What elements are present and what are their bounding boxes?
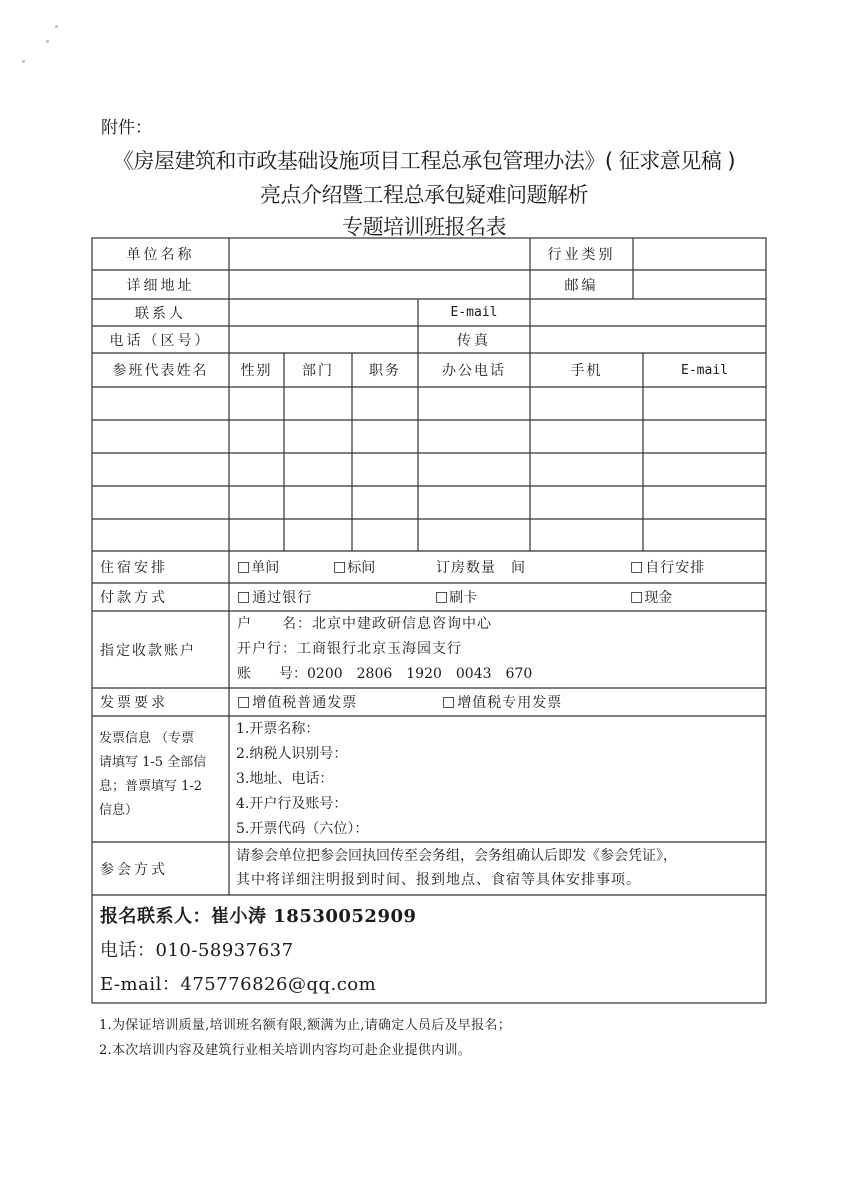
scan-speck — [55, 25, 58, 28]
attend-line-1: 请参会单位把参会回执回传至会务组，会务组确认后即发《参会凭证》， — [236, 848, 677, 864]
contact-phone: 电话：010-58937637 — [100, 940, 294, 961]
attendee-cell[interactable] — [531, 421, 642, 452]
invoice-info-label-line: 息；普票填写 1-2 — [99, 779, 203, 794]
invoice-req-label: 发票要求 — [100, 695, 168, 711]
col-header-position: 职务 — [369, 363, 401, 379]
attendee-cell[interactable] — [285, 487, 351, 518]
title-line-1: 《房屋建筑和市政基础设施项目工程总承包管理办法》( 征求意见稿 ) — [112, 149, 736, 173]
invoice-info-items — [236, 717, 368, 842]
account-holder: 户 名：北京中建政研信息咨询中心 — [237, 616, 492, 632]
invoice-info-label-line: 请填写 1-5 全部信 — [99, 755, 207, 770]
attend-method-label: 参会方式 — [100, 861, 168, 878]
contact-email-label: E-mail — [450, 305, 498, 320]
industry-field[interactable] — [634, 239, 765, 269]
attendee-cell[interactable] — [353, 454, 417, 485]
payment-card-checkbox[interactable]: □ 刷卡 — [435, 583, 477, 611]
lodging-standard-checkbox[interactable]: □ 标间 — [333, 551, 375, 583]
attendee-cell[interactable] — [353, 388, 417, 419]
lodging-room-count[interactable]: 订房数量 间 — [436, 560, 526, 576]
title-line-3: 专题培训班报名表 — [342, 215, 506, 239]
industry-label: 行业类别 — [547, 247, 616, 263]
invoice-general-checkbox[interactable]: □ 增值税普通发票 — [237, 688, 357, 716]
attendee-cell[interactable] — [285, 454, 351, 485]
account-number: 账 号：0200 2806 1920 0043 670 — [237, 666, 533, 682]
attendee-cell[interactable] — [419, 454, 529, 485]
payment-label: 付款方式 — [100, 590, 168, 606]
invoice-item-bank-account[interactable]: 4.开户行及账号： — [236, 796, 348, 812]
contact-email-field[interactable] — [531, 300, 765, 325]
col-header-email: E-mail — [681, 362, 728, 378]
scan-speck — [46, 40, 49, 43]
attendee-cell[interactable] — [93, 454, 228, 485]
account-bank: 开户行：工商银行北京玉海园支行 — [237, 641, 462, 657]
contact-email: E-mail：475776826@qq.com — [100, 974, 377, 995]
invoice-info-label-line: 发票信息 （专票 — [99, 731, 195, 746]
attendee-cell[interactable] — [353, 520, 417, 550]
attendee-cell[interactable] — [353, 421, 417, 452]
col-header-gender: 性别 — [240, 363, 273, 379]
attendee-cell[interactable] — [644, 454, 765, 485]
attendee-cell[interactable] — [644, 388, 765, 419]
attachment-label: 附件： — [101, 118, 152, 138]
invoice-info-label-line: 信息） — [99, 803, 139, 818]
attendee-cell[interactable] — [285, 421, 351, 452]
note-2: 2.本次培训内容及建筑行业相关培训内容均可赴企业提供内训。 — [99, 1043, 472, 1058]
unit-name-field[interactable] — [230, 239, 529, 269]
attendee-cell[interactable] — [644, 421, 765, 452]
invoice-special-checkbox[interactable]: □ 增值税专用发票 — [442, 688, 562, 716]
address-label: 详细地址 — [126, 277, 195, 294]
address-field[interactable] — [230, 271, 529, 298]
attend-line-2: 其中将详细注明报到时间、报到地点、食宿等具体安排事项。 — [236, 872, 641, 888]
attendee-cell[interactable] — [644, 520, 765, 550]
lodging-self-checkbox[interactable]: □ 自行安排 — [630, 551, 705, 583]
note-1: 1.为保证培训质量,培训班名额有限,额满为止,请确定人员后及早报名； — [99, 1018, 512, 1033]
contact-field[interactable] — [230, 300, 417, 325]
attendee-cell[interactable] — [531, 520, 642, 550]
invoice-item-name[interactable]: 1.开票名称： — [236, 721, 320, 737]
attendee-cell[interactable] — [230, 520, 283, 550]
lodging-single-checkbox[interactable]: □ 单间 — [237, 551, 279, 583]
scan-speck — [22, 60, 25, 63]
postcode-label: 邮编 — [564, 277, 599, 294]
attendee-cell[interactable] — [419, 520, 529, 550]
invoice-item-code[interactable]: 5.开票代码（六位）： — [236, 821, 369, 837]
attendee-cell[interactable] — [230, 487, 283, 518]
registrar-contact: 报名联系人：崔小涛 18530052909 — [100, 906, 417, 927]
payment-bank-checkbox[interactable]: □ 通过银行 — [237, 583, 312, 611]
attend-method-text — [236, 844, 677, 892]
account-details — [237, 612, 532, 687]
attendee-cell[interactable] — [93, 421, 228, 452]
attendee-cell[interactable] — [285, 388, 351, 419]
attendee-cell[interactable] — [644, 487, 765, 518]
title-line-2: 亮点介绍暨工程总承包疑难问题解析 — [260, 183, 588, 207]
col-header-department: 部门 — [302, 363, 334, 379]
attendee-cell[interactable] — [93, 520, 228, 550]
invoice-item-address-phone[interactable]: 3.地址、电话： — [236, 771, 334, 787]
attendee-cell[interactable] — [93, 487, 228, 518]
attendee-cell[interactable] — [419, 487, 529, 518]
col-header-office-phone: 办公电话 — [442, 363, 506, 379]
fax-label: 传真 — [457, 332, 491, 349]
phone-field[interactable] — [230, 327, 417, 352]
invoice-item-taxid[interactable]: 2.纳税人识别号： — [236, 746, 348, 762]
lodging-label: 住宿安排 — [100, 560, 168, 576]
account-label: 指定收款账户 — [100, 642, 196, 659]
attendee-cell[interactable] — [419, 388, 529, 419]
unit-name-label: 单位名称 — [126, 247, 195, 263]
phone-label: 电话（区号） — [109, 332, 212, 349]
attendee-cell[interactable] — [230, 454, 283, 485]
postcode-field[interactable] — [634, 271, 765, 298]
attendee-cell[interactable] — [531, 388, 642, 419]
col-header-name: 参班代表姓名 — [112, 363, 209, 379]
attendee-cell[interactable] — [230, 388, 283, 419]
fax-field[interactable] — [531, 327, 765, 352]
attendee-cell[interactable] — [353, 487, 417, 518]
attendee-cell[interactable] — [230, 421, 283, 452]
attendee-cell[interactable] — [285, 520, 351, 550]
attendee-cell[interactable] — [531, 454, 642, 485]
attendee-cell[interactable] — [93, 388, 228, 419]
contact-label: 联系人 — [135, 305, 186, 322]
attendee-cell[interactable] — [531, 487, 642, 518]
attendee-cell[interactable] — [419, 421, 529, 452]
payment-cash-checkbox[interactable]: □ 现金 — [630, 583, 672, 611]
invoice-info-label — [99, 727, 206, 823]
col-header-mobile: 手机 — [570, 363, 603, 379]
